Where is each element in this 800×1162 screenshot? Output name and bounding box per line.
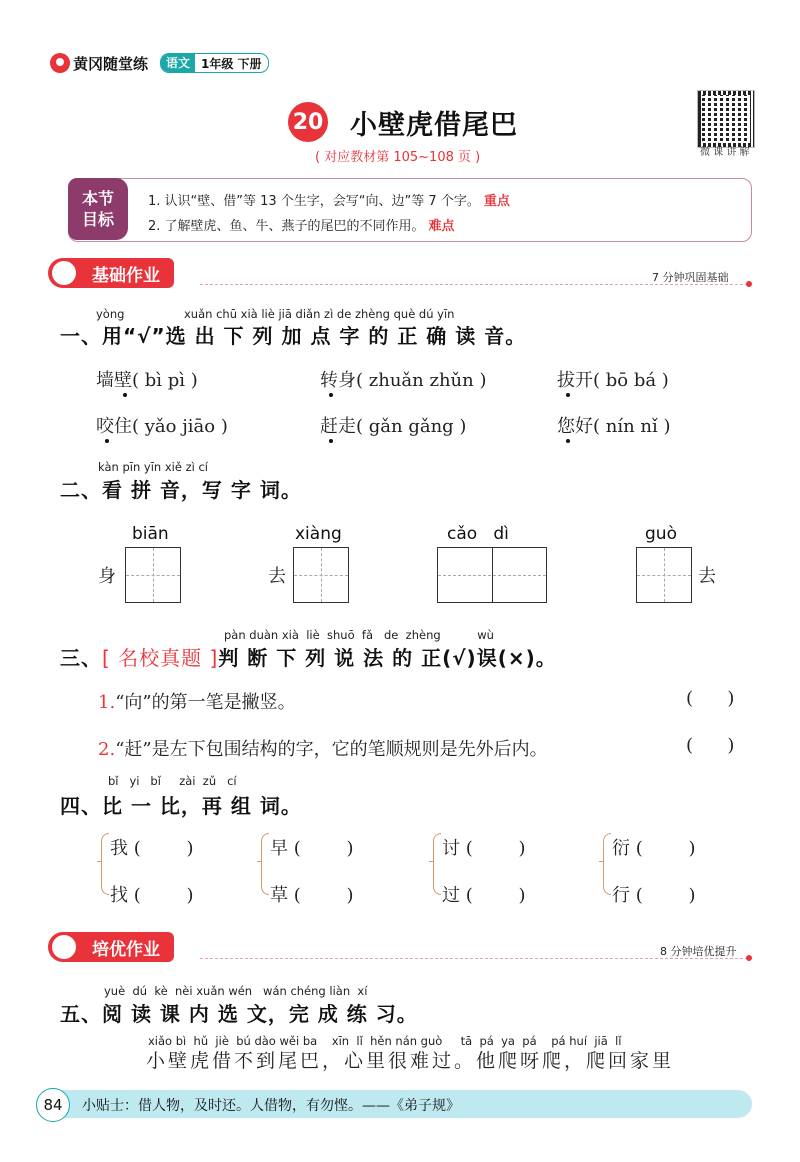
q3-answer-blank[interactable]: ( ) [686,688,735,709]
q5-text: 阅 读 课 内 选 文，完 成 练 习。 [102,1002,418,1026]
q1-options[interactable]: ( zhuǎn zhǔn ) [356,370,487,391]
q4-bottom[interactable]: 行 ( ) [612,885,696,906]
q4-top[interactable]: 我 ( ) [110,838,194,859]
writing-grid[interactable] [125,547,181,603]
cube-icon [52,261,76,285]
q1-word: 转身 [320,370,356,391]
q3-item [98,688,296,714]
objective-text: 1. 认识“壁、借”等 13 个生字，会写“向、边”等 7 个字。 [148,194,480,209]
q4-text: 比 一 比，再 组 词。 [102,794,302,818]
grade-label: 1年级 下册 [201,56,262,71]
q4-bottom[interactable]: 过 ( ) [442,885,526,906]
writing-grid-double[interactable] [437,547,547,603]
q1-item [557,366,669,392]
q1-number: 一、 [60,324,102,348]
brand-name: 黄冈随堂练 [73,55,149,73]
q1-heading [60,320,526,349]
section-basic-title: 基础作业 [92,265,160,286]
q3-number: 三、 [60,646,102,670]
footer-tip: 小贴士：借人物，及时还。人借物，有勿悭。——《弟子规》 [82,1098,460,1114]
q2-text: 看 拼 音，写 字 词。 [102,478,302,502]
q3-text: 判 断 下 列 说 法 的 正(√)误(×)。 [218,646,557,670]
section-advanced-bar [48,932,174,962]
q1-text: 用“√”选 出 下 列 加 点 字 的 正 确 读 音。 [102,324,527,348]
q1-item [96,412,228,438]
section-basic-note: 7 分钟巩固基础 [652,271,729,284]
q1-word: 墙壁 [96,370,132,391]
q2-item-pinyin: guò [645,524,677,544]
brand-logo-icon [50,53,70,73]
q1-item [320,412,466,438]
q1-options[interactable]: ( bō bá ) [593,370,669,391]
chart-growth-icon [52,935,76,959]
q2-item-pinyin: cǎo dì [447,524,509,544]
q5-passage-pinyin: xiǎo bì hǔ jiè bú dào wěi ba xīn lǐ hěn nán guò tā pá ya pá pá huí jiā lǐ [148,1034,622,1048]
q4-brace [101,833,109,895]
q2-item-pinyin: biān [132,524,169,544]
q2-heading [60,474,302,503]
q5-passage: 小壁虎借不到尾巴，心里很难过。他爬呀爬，爬回家里 [146,1050,675,1072]
lesson-title: 小壁虎借尾巴 [350,110,518,141]
emphasis-dot [105,439,109,443]
q1-options[interactable]: ( bì pì ) [132,370,198,391]
q1-options[interactable]: ( yǎo jiāo ) [132,416,228,437]
q4-brace [261,833,269,895]
q1-word: 拔开 [557,370,593,391]
section-basic-dot [746,281,752,287]
q3-heading [60,642,557,671]
objective-item [148,190,510,209]
q5-pinyin: yuè dú kè nèi xuǎn wén wán chéng liàn xí [104,984,368,998]
q4-heading [60,790,302,819]
q1-options[interactable]: ( nín nǐ ) [593,416,671,437]
q1-word: 您好 [557,416,593,437]
q4-brace [603,833,611,895]
q5-number: 五、 [60,1002,102,1026]
objective-text: 2. 了解壁虎、鱼、牛、燕子的尾巴的不同作用。 [148,219,425,234]
emphasis-dot [123,393,127,397]
section-advanced-title: 培优作业 [92,939,160,960]
objectives-badge-line1: 本节 [81,189,114,208]
q3-item-number: 2. [98,739,116,760]
q1-item [557,412,671,438]
emphasis-dot [329,393,333,397]
q3-source-tag: [ 名校真题 ] [102,646,219,670]
q2-pinyin: kàn pīn yīn xiě zì cí [98,460,208,474]
emphasis-dot [566,439,570,443]
q1-item [96,366,198,392]
q4-bottom[interactable]: 找 ( ) [110,885,194,906]
section-basic-bar [48,258,174,288]
q5-heading [60,998,418,1027]
q1-word: 赶走 [320,416,356,437]
emphasis-dot [329,439,333,443]
q2-item-suffix: 去 [698,566,716,587]
q2-item-pinyin: xiàng [295,524,342,544]
q4-number: 四、 [60,794,102,818]
objective-item [148,215,455,234]
subject-pill [160,53,269,73]
q4-top[interactable]: 早 ( ) [270,838,354,859]
q3-item [98,735,548,761]
emphasis-dot [566,393,570,397]
q3-item-number: 1. [98,692,116,713]
q1-item [320,366,486,392]
lesson-textbook-reference: ( 对应教材第 105~108 页 ) [315,150,481,165]
writing-grid[interactable] [636,547,692,603]
q3-pinyin: pàn duàn xià liè shuō fǎ de zhèng wù [224,628,494,642]
q1-pinyin-a: yòng [96,307,125,321]
q4-pinyin: bǐ yi bǐ zài zǔ cí [108,774,237,788]
q2-item-prefix: 身 [98,566,116,587]
lesson-number-badge: 20 [288,102,328,142]
objectives-badge [68,178,128,240]
qr-code-icon[interactable] [697,90,755,148]
q1-options[interactable]: ( gǎn gǎng ) [356,416,467,437]
q3-item-text: “向”的第一笔是撇竖。 [115,692,296,713]
writing-grid[interactable] [293,547,349,603]
objective-tag: 难点 [428,219,455,234]
subject-label: 语文 [161,54,195,72]
q3-answer-blank[interactable]: ( ) [686,735,735,756]
q4-top[interactable]: 讨 ( ) [442,838,526,859]
q2-item-prefix: 去 [268,566,286,587]
section-advanced-note: 8 分钟培优提升 [660,945,737,958]
objectives-badge-line2: 目标 [81,210,114,229]
page-number: 84 [36,1088,70,1122]
section-advanced-dot [746,955,752,961]
q3-item-text: “赶”是左下包围结构的字，它的笔顺规则是先外后内。 [115,739,548,760]
q4-bottom[interactable]: 草 ( ) [270,885,354,906]
q1-word: 咬住 [96,416,132,437]
qr-code-label: 微 课 讲 解 [700,147,750,158]
q4-brace [433,833,441,895]
q4-top[interactable]: 衍 ( ) [612,838,696,859]
q1-pinyin-b: xuǎn chū xià liè jiā diǎn zì de zhèng què dú yīn [184,307,455,321]
q2-number: 二、 [60,478,102,502]
objective-tag: 重点 [483,194,510,209]
